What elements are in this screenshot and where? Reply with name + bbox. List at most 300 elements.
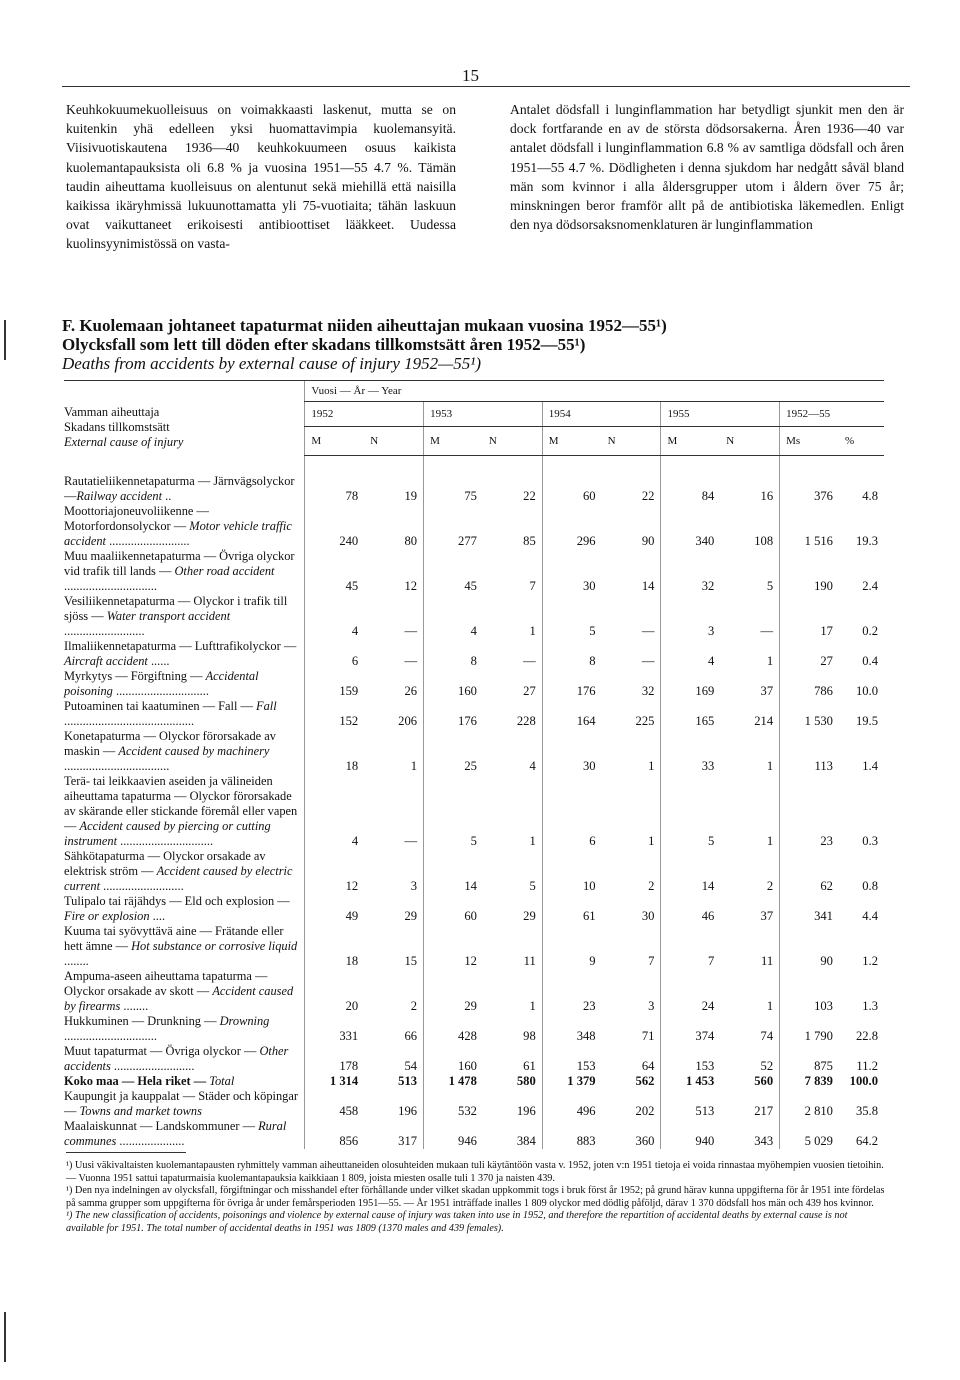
cell-value: 1 790	[780, 1014, 839, 1044]
cell-value: 160	[424, 1044, 483, 1074]
leader-dots: ..................................	[64, 758, 170, 773]
sub-header: M	[424, 427, 483, 456]
cell-value: 33	[661, 729, 720, 774]
cell-value: 169	[661, 669, 720, 699]
cell-value: 296	[542, 504, 601, 549]
table-title-finnish	[62, 316, 922, 335]
cell-value: 513	[661, 1089, 720, 1119]
cell-value: 35.8	[855, 1103, 878, 1118]
cell-value: 11	[760, 953, 774, 968]
cell-value: 458	[305, 1089, 364, 1119]
cell-value: 30	[542, 549, 601, 594]
row-label-fi-sv: Putoaminen tai kaatuminen — Fall —	[64, 698, 257, 713]
cell-value: 277	[424, 504, 483, 549]
cell-value: —	[641, 653, 655, 668]
leader-dots: ..............................	[64, 578, 157, 593]
cell-value: 78	[305, 456, 364, 504]
row-label-fi-sv: Ampuma-aseen aiheuttama tapaturma — Olyckor orsakade av skott —	[64, 968, 268, 998]
cell-value: 74	[760, 1028, 774, 1043]
leader-dots: ..............................	[64, 1028, 157, 1043]
cell-value: 19.3	[855, 533, 878, 548]
cell-value: 4.8	[862, 488, 878, 503]
sub-header: Ms	[780, 427, 839, 456]
cell-value: 1 478	[424, 1074, 483, 1089]
cell-value: 1	[529, 998, 536, 1013]
cell-value: 5	[542, 594, 601, 639]
row-label	[64, 699, 305, 729]
cell-value: 60	[542, 456, 601, 504]
table-row	[64, 924, 884, 969]
cell-value: 54	[404, 1058, 418, 1073]
cell-value: 5	[424, 774, 483, 849]
cell-value: 45	[305, 549, 364, 594]
cell-value: 513	[398, 1073, 418, 1088]
cell-value: 25	[424, 729, 483, 774]
cell-value: 196	[398, 1103, 418, 1118]
cell-value: 7	[661, 924, 720, 969]
row-label-en: Motor vehicle traffic accident	[64, 518, 292, 548]
scan-edge-mark	[4, 1312, 6, 1362]
cell-value: 2	[410, 998, 418, 1013]
row-label-en: Aircraft accident	[64, 653, 148, 668]
leader-dots: ..	[162, 488, 172, 503]
cell-value: 1	[648, 758, 655, 773]
row-label	[64, 639, 305, 669]
table-row	[64, 849, 884, 894]
cell-value: 1.2	[862, 953, 878, 968]
row-label	[64, 1119, 305, 1149]
leader-dots: ........	[64, 953, 89, 968]
cell-value: 1 379	[542, 1074, 601, 1089]
row-label	[64, 1044, 305, 1074]
cell-value: 340	[661, 504, 720, 549]
sub-header: N	[483, 427, 542, 456]
table-row	[64, 549, 884, 594]
row-label-fi-sv: Sähkötapaturma — Olyckor orsakade av elektrisk ström —	[64, 848, 266, 878]
row-label-en: Towns and market towns	[79, 1103, 202, 1118]
cell-value: 11	[523, 953, 536, 968]
table-row	[64, 594, 884, 639]
cell-value: 1.3	[862, 998, 878, 1013]
cell-value: 64.2	[855, 1133, 878, 1148]
row-label-fi-sv: Terä- tai leikkaavien aseiden ja välineiden aiheuttama tapaturma — Olyckor förorsakade av skärande eller stickande föremål eller vapen —	[64, 773, 298, 833]
cell-value: 30	[641, 908, 655, 923]
cell-value: 2	[648, 878, 655, 893]
table-row	[64, 669, 884, 699]
cell-value: 348	[542, 1014, 601, 1044]
cell-value: 8	[424, 639, 483, 669]
table-row	[64, 774, 884, 849]
row-label-fi-sv: Ilmaliikennetapaturma — Lufttrafikolyckor —	[64, 638, 297, 653]
cell-value: 532	[424, 1089, 483, 1119]
row-label	[64, 774, 305, 849]
row-label-fi-sv: Tulipalo tai räjähdys — Eld och explosion —	[64, 893, 290, 908]
cell-value: 100.0	[849, 1073, 878, 1088]
row-label-fi-sv: Muut tapaturmat — Övriga olyckor —	[64, 1043, 260, 1058]
cell-value: 2	[766, 878, 774, 893]
cell-value: 190	[780, 549, 839, 594]
cell-value: 12	[305, 849, 364, 894]
cell-value: 202	[635, 1103, 655, 1118]
cell-value: 52	[760, 1058, 774, 1073]
cell-value: 98	[523, 1028, 536, 1043]
cell-value: 6	[305, 639, 364, 669]
cell-value: 80	[404, 533, 418, 548]
row-label	[64, 849, 305, 894]
cell-value: 178	[305, 1044, 364, 1074]
intro-swedish-text: Antalet dödsfall i lunginflammation har betydligt sjunkit men den är dock fortfarande en av de största dödsorsakerna. Åren 1936—40 var antalet dödsfall i lunginflammation 6.8 % av samtliga dödsfall och åren 1951—55 4.7 %. Dödligheten i denna sjukdom har nedgått såväl bland män som kvinnor i alla åldersgrupper utom i åldern över 75 år; minskningen beror framför allt på de antibiotiska läkemedlen. Enligt den nya dödsorsaksnomenklaturen är lunginflammation	[510, 102, 904, 233]
footnote-swedish: ¹) Den nya indelningen av olycksfall, förgiftningar och misshandel efter förhållande under vilket skadan uppkommit togs i bruk först år 1952; på grund härav kunna uppgifterna för år 1951 inte fördelas på samma grupper som uppgifterna för övriga år under femårsperioden 1951—55. — År 1951 inträffade inalles 1 809 olyckor med dödlig påföljd, därav 1 370 dödsfall hos män och 439 hos kvinnor.	[66, 1185, 885, 1209]
cell-value: 1.4	[862, 758, 878, 773]
year-super-header: Vuosi — År — Year	[305, 381, 884, 402]
cell-value: —	[760, 623, 774, 638]
cell-value: 4	[424, 594, 483, 639]
cell-value: 331	[305, 1014, 364, 1044]
cell-value: 4	[305, 594, 364, 639]
intro-finnish-text: Keuhkokuumekuolleisuus on voimakkaasti laskenut, mutta se on kuitenkin yhä edelleen yksi huomattavimpia kuolemansyitä. Viisivuotiskautena 1936—40 keuhkokuumeen osuus kaikista kuolemantapauksista oli 6.8 % ja vuosina 1951—55 4.7 %. Tämän taudin aiheuttama kuolleisuus on alentunut sekä miehillä että naisilla kaikissa ikäryhmissä lukuunottamatta yli 75-vuotiaita; tähän laskuun ovat vaikuttaneet erikoisesti antibioottiset lääkkeet. Uudessa kuolinsyynimistössä on vasta-	[66, 102, 456, 252]
cell-value: 1	[529, 833, 536, 848]
cell-value: 30	[542, 729, 601, 774]
cell-value: 37	[760, 683, 774, 698]
table-row	[64, 456, 884, 504]
cell-value: 23	[780, 774, 839, 849]
cell-value: 24	[661, 969, 720, 1014]
cell-value: 3	[410, 878, 418, 893]
row-label-fi-sv: Kuuma tai syövyttävä aine — Frätande eller hett ämne —	[64, 923, 284, 953]
cell-value: 61	[523, 1058, 536, 1073]
cell-value: 176	[542, 669, 601, 699]
cell-value: 10.0	[855, 683, 878, 698]
row-label-en: Accident caused by machinery	[118, 743, 270, 758]
row-label-en: Accident caused by electric current	[64, 863, 293, 893]
row-label-en: Accident caused by piercing or cutting instrument	[64, 818, 271, 848]
cell-value: 1 530	[780, 699, 839, 729]
row-label-en: Fall	[256, 698, 277, 713]
cell-value: 1	[410, 758, 418, 773]
cell-value: 46	[661, 894, 720, 924]
table-heading	[62, 316, 922, 373]
cell-value: 20	[305, 969, 364, 1014]
table-row	[64, 1014, 884, 1044]
row-label	[64, 894, 305, 924]
cell-value: 61	[542, 894, 601, 924]
cell-value: 18	[305, 924, 364, 969]
cell-value: 32	[661, 549, 720, 594]
header-rule	[62, 86, 910, 87]
row-label-fi-sv: Vesiliikennetapaturma — Olyckor i trafik till sjöss —	[64, 593, 288, 623]
row-label-en: Drowning	[219, 1013, 270, 1028]
year-header: 1952	[305, 402, 424, 427]
cell-value: 10	[542, 849, 601, 894]
leader-dots: ......	[147, 653, 170, 668]
cell-value: 15	[404, 953, 418, 968]
cell-value: 62	[780, 849, 839, 894]
row-label	[64, 1089, 305, 1119]
cell-value: 376	[780, 456, 839, 504]
cell-value: 341	[780, 894, 839, 924]
sub-header: M	[305, 427, 364, 456]
cell-value: 217	[754, 1103, 774, 1118]
row-label-en: Accidental poisoning	[64, 668, 259, 698]
cell-value: 2.4	[862, 578, 878, 593]
leader-dots: ..............................	[117, 833, 214, 848]
cell-value: 8	[542, 639, 601, 669]
cell-value: 11.2	[856, 1058, 878, 1073]
row-label-fi-sv: Myrkytys — Förgiftning —	[64, 668, 206, 683]
cell-value: 176	[424, 699, 483, 729]
cell-value: 84	[661, 456, 720, 504]
row-label-en: Railway accident	[76, 488, 163, 503]
cell-value: 18	[305, 729, 364, 774]
cell-value: 45	[424, 549, 483, 594]
cell-value: 7	[648, 953, 655, 968]
row-label-en: Rural communes	[64, 1118, 287, 1148]
cell-value: 3	[661, 594, 720, 639]
cell-value: 22	[641, 488, 655, 503]
scan-edge-mark	[4, 320, 6, 360]
row-label-en: Other road accident	[174, 563, 275, 578]
year-header: 1953	[424, 402, 543, 427]
table-label: F.	[62, 316, 76, 335]
cell-value: 90	[641, 533, 655, 548]
cell-value: 225	[635, 713, 655, 728]
row-label-fi-sv: Rautatieliikennetapaturma — Järnvägsolyckor —	[64, 473, 295, 503]
cell-value: 165	[661, 699, 720, 729]
table-row	[64, 729, 884, 774]
row-label	[64, 504, 305, 549]
cell-value: 12	[404, 578, 418, 593]
cell-value: 0.8	[862, 878, 878, 893]
cell-value: 1	[766, 833, 774, 848]
cell-value: 9	[542, 924, 601, 969]
cell-value: 108	[754, 533, 774, 548]
cell-value: 0.2	[862, 623, 878, 638]
row-label-fi-sv: Maalaiskunnat — Landskommuner —	[64, 1118, 259, 1133]
cell-value: 113	[780, 729, 839, 774]
cell-value: 1	[766, 653, 774, 668]
intro-finnish	[66, 100, 456, 254]
footnote-english: ¹) The new classification of accidents, poisonings and violence by external cause of injury was taken into use in 1952, and therefore the repartition of accidental deaths by external cause is not available for 1951. The total number of accidental deaths in 1951 was 1809 (1370 males and 439 females).	[66, 1210, 848, 1234]
stub-header-en: External cause of injury	[64, 434, 184, 449]
row-label	[64, 549, 305, 594]
cell-value: 66	[404, 1028, 418, 1043]
cell-value: 7 839	[780, 1074, 839, 1089]
cell-value: 946	[424, 1119, 483, 1149]
cell-value: 26	[404, 683, 418, 698]
leader-dots: ..........................	[105, 533, 190, 548]
row-label-en: Total	[209, 1073, 235, 1088]
row-label	[64, 1014, 305, 1044]
leader-dots: ..........................	[110, 1058, 195, 1073]
leader-dots: .....................	[116, 1133, 185, 1148]
cell-value: 19	[404, 488, 418, 503]
cell-value: 360	[635, 1133, 655, 1148]
row-label	[64, 594, 305, 639]
cell-value: 5	[661, 774, 720, 849]
cell-value: 85	[523, 533, 536, 548]
cell-value: 875	[780, 1044, 839, 1074]
sub-header: N	[364, 427, 423, 456]
year-header: 1955	[661, 402, 780, 427]
row-label-fi-sv: Konetapaturma — Olyckor förorsakade av maskin —	[64, 728, 276, 758]
cell-value: 152	[305, 699, 364, 729]
cell-value: 6	[542, 774, 601, 849]
cell-value: 14	[641, 578, 655, 593]
cell-value: —	[404, 623, 418, 638]
cell-value: 317	[398, 1133, 418, 1148]
page-number: 15	[462, 66, 479, 85]
cell-value: 1 453	[661, 1074, 720, 1089]
leader-dots: ..............................	[112, 683, 209, 698]
cell-value: 27	[523, 683, 536, 698]
cell-value: 16	[760, 488, 774, 503]
table-row	[64, 1119, 884, 1149]
cell-value: 214	[754, 713, 774, 728]
cell-value: 4	[529, 758, 536, 773]
row-label-fi-sv: Kaupungit ja kauppalat — Städer och köpingar —	[64, 1088, 298, 1118]
cell-value: 71	[641, 1028, 655, 1043]
row-label-fi-sv: Moottoriajoneuvoliikenne — Motorfordonsolyckor —	[64, 503, 209, 533]
cell-value: —	[404, 653, 418, 668]
cell-value: —	[523, 653, 536, 668]
cell-value: 64	[641, 1058, 655, 1073]
cell-value: 75	[424, 456, 483, 504]
intro-swedish	[510, 100, 904, 234]
cell-value: 4.4	[862, 908, 878, 923]
cell-value: 7	[529, 578, 536, 593]
row-label	[64, 729, 305, 774]
row-label	[64, 1074, 305, 1089]
row-label-en: Water transport accident	[106, 608, 231, 623]
cell-value: 4	[661, 639, 720, 669]
table-row	[64, 639, 884, 669]
table-row	[64, 1089, 884, 1119]
cell-value: 562	[635, 1073, 655, 1088]
cell-value: 384	[516, 1133, 536, 1148]
total-row	[64, 1074, 884, 1089]
cell-value: 159	[305, 669, 364, 699]
table-row	[64, 1044, 884, 1074]
table-row	[64, 894, 884, 924]
cell-value: 940	[661, 1119, 720, 1149]
cell-value: 5	[766, 578, 774, 593]
row-label-en: Hot substance or corrosive liquid	[131, 938, 298, 953]
leader-dots: ..........................	[64, 623, 145, 638]
cell-value: 22	[523, 488, 536, 503]
cell-value: 1	[766, 998, 774, 1013]
sub-header: M	[542, 427, 601, 456]
table-title-swedish: Olycksfall som lett till döden efter skadans tillkomstsätt åren 1952—55¹)	[62, 335, 586, 354]
cell-value: 4	[305, 774, 364, 849]
sub-header: M	[661, 427, 720, 456]
cell-value: 37	[760, 908, 774, 923]
cell-value: 5	[529, 878, 536, 893]
leader-dots: ....	[149, 908, 166, 923]
cell-value: 23	[542, 969, 601, 1014]
row-label	[64, 969, 305, 1014]
cell-value: 5 029	[780, 1119, 839, 1149]
cell-value: 343	[754, 1133, 774, 1148]
cell-value: 1 314	[305, 1074, 364, 1089]
cell-value: 496	[542, 1089, 601, 1119]
cell-value: 29	[523, 908, 536, 923]
cell-value: 856	[305, 1119, 364, 1149]
cell-value: 0.3	[862, 833, 878, 848]
cell-value: 14	[661, 849, 720, 894]
cell-value: —	[641, 623, 655, 638]
cell-value: 883	[542, 1119, 601, 1149]
row-label	[64, 669, 305, 699]
cell-value: 103	[780, 969, 839, 1014]
cell-value: 29	[424, 969, 483, 1014]
footnote-finnish: ¹) Uusi väkivaltaisten kuolemantapausten ryhmittely vamman aiheuttaneiden olosuhteiden mukaan tuli käytäntöön vasta v. 1952, joten v:n 1951 tietoja ei voida rinnastaa myöhempien vuosien tietoihin. — Vuonna 1951 sattui tapaturmaisia kuolemantapauksia kaikkiaan 1 809, joista miesten osalle tuli 1 370 ja naisten 439.	[66, 1160, 884, 1184]
row-label	[64, 924, 305, 969]
leader-dots: ..........................................	[64, 713, 195, 728]
sub-header: %	[839, 427, 884, 456]
sub-header: N	[720, 427, 779, 456]
cell-value: 153	[542, 1044, 601, 1074]
stub-header-sv: Skadans tillkomstsätt	[64, 419, 170, 434]
cell-value: 228	[516, 713, 536, 728]
row-label-fi-sv: Hukkuminen — Drunkning —	[64, 1013, 220, 1028]
table-row	[64, 504, 884, 549]
cell-value: 153	[661, 1044, 720, 1074]
cell-value: 27	[780, 639, 839, 669]
footnote-rule	[66, 1152, 186, 1153]
cell-value: 3	[648, 998, 655, 1013]
accident-deaths-table	[64, 380, 884, 1149]
row-label-fi-sv: Muu maaliikennetapaturma — Övriga olyckor vid trafik till lands —	[64, 548, 295, 578]
cell-value: 0.4	[862, 653, 878, 668]
cell-value: 428	[424, 1014, 483, 1044]
row-label	[64, 456, 305, 504]
cell-value: 196	[516, 1103, 536, 1118]
cell-value: 1	[766, 758, 774, 773]
sub-header: N	[602, 427, 661, 456]
row-label-fi-sv: Koko maa — Hela riket —	[64, 1073, 210, 1088]
table-row	[64, 699, 884, 729]
cell-value: 1	[648, 833, 655, 848]
cell-value: 19.5	[855, 713, 878, 728]
year-header: 1954	[542, 402, 661, 427]
stub-header	[64, 381, 305, 456]
cell-value: 160	[424, 669, 483, 699]
cell-value: 560	[754, 1073, 774, 1088]
leader-dots: ..........................	[100, 878, 184, 893]
cell-value: 22.8	[855, 1028, 878, 1043]
cell-value: 49	[305, 894, 364, 924]
cell-value: 164	[542, 699, 601, 729]
footnotes	[66, 1160, 886, 1236]
row-label-en: Other accidents	[64, 1043, 289, 1073]
stub-header-fi: Vamman aiheuttaja	[64, 404, 160, 419]
cell-value: 12	[424, 924, 483, 969]
year-header: 1952—55	[780, 402, 884, 427]
cell-value: 786	[780, 669, 839, 699]
cell-value: 374	[661, 1014, 720, 1044]
cell-value: 206	[398, 713, 418, 728]
cell-value: 2 810	[780, 1089, 839, 1119]
row-label-en: Accident caused by firearms	[64, 983, 294, 1013]
cell-value: 17	[780, 594, 839, 639]
cell-value: —	[404, 833, 418, 848]
cell-value: 29	[404, 908, 418, 923]
cell-value: 32	[641, 683, 655, 698]
title-fi-text: Kuolemaan johtaneet tapaturmat niiden aiheuttajan mukaan vuosina 1952—55¹)	[79, 316, 667, 335]
cell-value: 240	[305, 504, 364, 549]
table-title-english: Deaths from accidents by external cause of injury 1952—55¹)	[62, 354, 481, 373]
cell-value: 1	[529, 623, 536, 638]
